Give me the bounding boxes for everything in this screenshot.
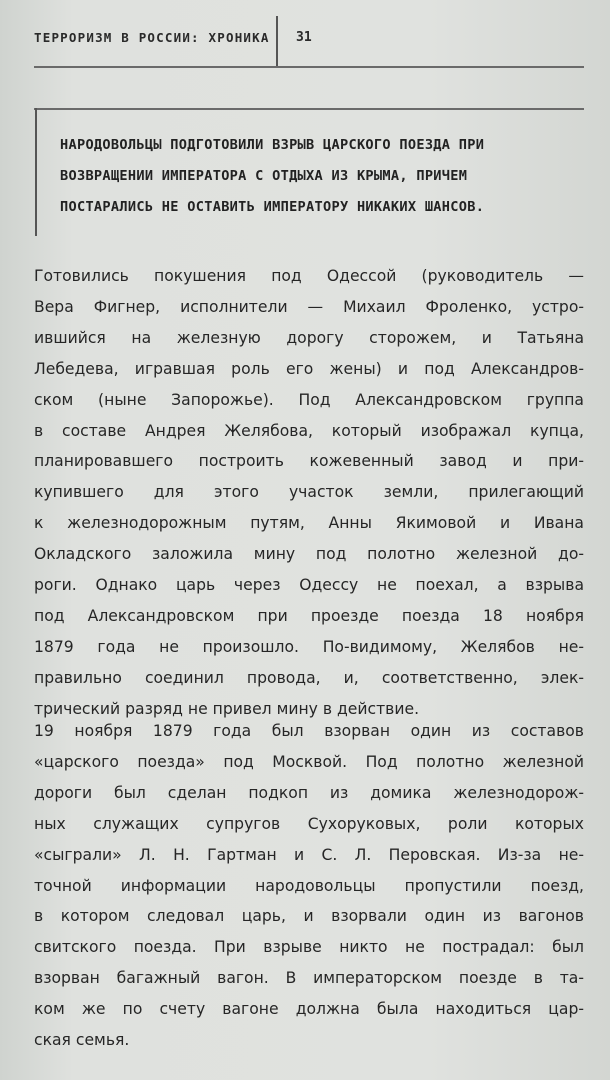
text-line: под Александровском при проезде поезда 18 ноября bbox=[34, 606, 584, 625]
text-line: Окладского заложила мину под полотно железной до- bbox=[34, 545, 584, 564]
text-line: ившийся на железную дорогу сторожем, и Татьяна bbox=[34, 328, 584, 347]
text-line: свитского поезда. При взрыве никто не пострадал: был bbox=[34, 938, 584, 957]
text-line: 19 ноября 1879 года был взорван один из составов bbox=[34, 722, 584, 740]
header-divider bbox=[276, 16, 278, 66]
text-line: правильно соединил провода, и, соответственно, элек- bbox=[34, 668, 584, 687]
text-line: в котором следовал царь, и взорвали один из вагонов bbox=[34, 907, 584, 926]
text-line: Готовились покушения под Одессой (руководитель — bbox=[34, 267, 584, 285]
text-line: к железнодорожным путям, Анны Якимовой и Ивана bbox=[34, 514, 584, 533]
pull-quote-line: НАРОДОВОЛЬЦЫ ПОДГОТОВИЛИ ВЗРЫВ ЦАРСКОГО ПОЕЗДА ПРИ bbox=[60, 137, 485, 153]
text-line: дороги был сделан подкоп из домика железнодорож- bbox=[34, 783, 584, 802]
running-title: ТЕРРОРИЗМ В РОССИИ: ХРОНИКА bbox=[34, 30, 270, 45]
text-line: точной информации народовольцы пропустили поезд, bbox=[34, 876, 584, 895]
text-line: 1879 года не произошло. По-видимому, Желябов не- bbox=[34, 637, 584, 656]
text-line: купившего для этого участок земли, прилегающий bbox=[34, 483, 584, 502]
page-number: 31 bbox=[296, 30, 312, 45]
text-line: ском (ныне Запорожье). Под Александровском группа bbox=[34, 390, 584, 409]
body-paragraph-1 bbox=[34, 261, 584, 725]
pull-quote-rule bbox=[34, 108, 584, 110]
text-line: трический разряд не привел мину в действие. bbox=[34, 699, 420, 718]
text-line: Лебедева, игравшая роль его жены) и под Александров- bbox=[34, 359, 584, 378]
text-line: «царского поезда» под Москвой. Под полотно железной bbox=[34, 752, 584, 771]
pull-quote bbox=[60, 130, 584, 223]
header-rule bbox=[34, 66, 584, 68]
text-line: планировавшего построить кожевенный завод и при- bbox=[34, 452, 584, 471]
pull-quote-line: ПОСТАРАЛИСЬ НЕ ОСТАВИТЬ ИМПЕРАТОРУ НИКАКИХ ШАНСОВ. bbox=[60, 199, 485, 215]
text-line: ных служащих супругов Сухоруковых, роли которых bbox=[34, 814, 584, 833]
body-paragraph-2 bbox=[34, 716, 584, 1056]
text-line: взорван багажный вагон. В императорском поезде в та- bbox=[34, 969, 584, 988]
page-header bbox=[0, 0, 610, 70]
text-line: роги. Однако царь через Одессу не поехал, а взрыва bbox=[34, 576, 584, 595]
text-line: ком же по счету вагоне должна была находиться цар- bbox=[34, 1000, 584, 1019]
pull-quote-bar bbox=[35, 108, 37, 236]
text-line: «сыграли» Л. Н. Гартман и С. Л. Перовская. Из-за не- bbox=[34, 845, 584, 864]
text-line: в составе Андрея Желябова, который изображал купца, bbox=[34, 421, 584, 440]
text-line: ская семья. bbox=[34, 1031, 130, 1050]
text-line: Вера Фигнер, исполнители — Михаил Фроленко, устро- bbox=[34, 297, 584, 316]
pull-quote-line: ВОЗВРАЩЕНИИ ИМПЕРАТОРА С ОТДЫХА ИЗ КРЫМА, ПРИЧЕМ bbox=[60, 168, 468, 184]
